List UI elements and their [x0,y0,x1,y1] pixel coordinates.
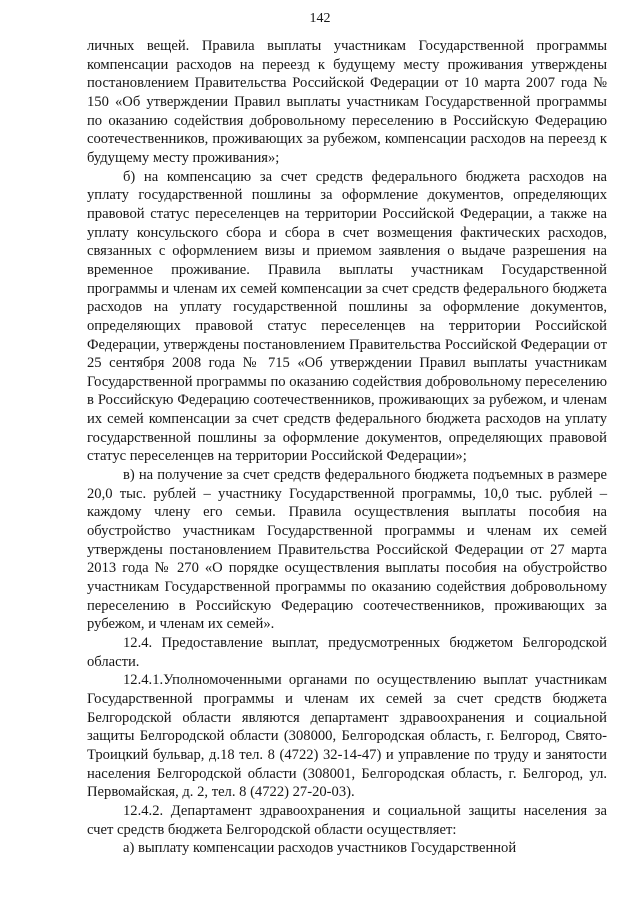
paragraph-item-a: а) выплату компенсации расходов участников Государственной [123,840,517,857]
paragraph-continuation: личных вещей. Правила выплаты участникам Государственной программы компенсации расходов на переезд к будущему месту проживания утверждены постановлением Правительства Российской Федерации от 10 марта 2007 года № 150 «Об утверждении Правил выплаты участникам Государственной программы по оказанию содействия добровольному переселению в Российскую Федерацию соотечественников, проживающих за рубежом, компенсации расходов на переезд к будущему месту проживания»; [87,38,607,166]
paragraph-item-v: в) на получение за счет средств федерального бюджета подъемных в размере 20,0 тыс. рублей – участнику Государственной программы, 10,0 тыс. рублей – каждому члену его семьи. Правила осуществления выплаты пособия на обустройство участникам Государственной программы и членам их семей утверждены постановлением Правительства Российской Федерации от 27 марта 2013 года № 270 «О порядке осуществления выплаты пособия на обустройство участникам Государственной программы по оказанию содействия добровольному переселению в Российскую Федерацию соотечественников, проживающих за рубежом, и членам их семей». [87,467,607,633]
paragraph-section-12-4: 12.4. Предоставление выплат, предусмотренных бюджетом Белгородской области. [87,635,607,670]
paragraph-section-12-4-1: 12.4.1.Уполномоченными органами по осуществлению выплат участникам Государственной программы и членам их семей за счет средств бюджета Белгородской области являются департамент здравоохранения и социальной защиты Белгородской области (308000, Белгородская область, г. Белгород, Свято-Троицкий бульвар, д.18 тел. 8 (4722) 32-14-47) и управление по труду и занятости населения Белгородской области (308001, Белгородская область, г. Белгород, ул. Первомайская, д. 2, тел. 8 (4722) 27-20-03). [87,672,607,801]
document-body [87,37,607,858]
paragraph-section-12-4-2: 12.4.2. Департамент здравоохранения и социальной защиты населения за счет средств бюджета Белгородской области осуществляет: [87,802,607,838]
paragraph-item-b: б) на компенсацию за счет средств федерального бюджета расходов на уплату государственной пошлины за оформление документов, определяющих правовой статус переселенцев на территории Российской Федерации, а также на уплату консульского сбора и сбора в счет возмещения фактических расходов, связанных с оформлением визы и приемом заявления о выдаче разрешения на временное проживание. Правила выплаты участникам Государственной программы и членам их семей компенсации за счет средств федерального бюджета расходов на уплату государственной пошлины за оформление документов, определяющих правовой статус переселенцев на территории Российской Федерации, утверждены постановлением Правительства Российской Федерации от 25 сентября 2008 года № 715 «Об утверждении Правил выплаты участникам Государственной программы по оказанию содействия добровольному переселению в Российскую Федерацию соотечественников, проживающих за рубежом, и членам их семей компенсации за счет средств федерального бюджета расходов на уплату государственной пошлины за оформление документов, определяющих правовой статус переселенцев на территории Российской Федерации»; [87,168,607,465]
page-number: 142 [309,11,331,26]
